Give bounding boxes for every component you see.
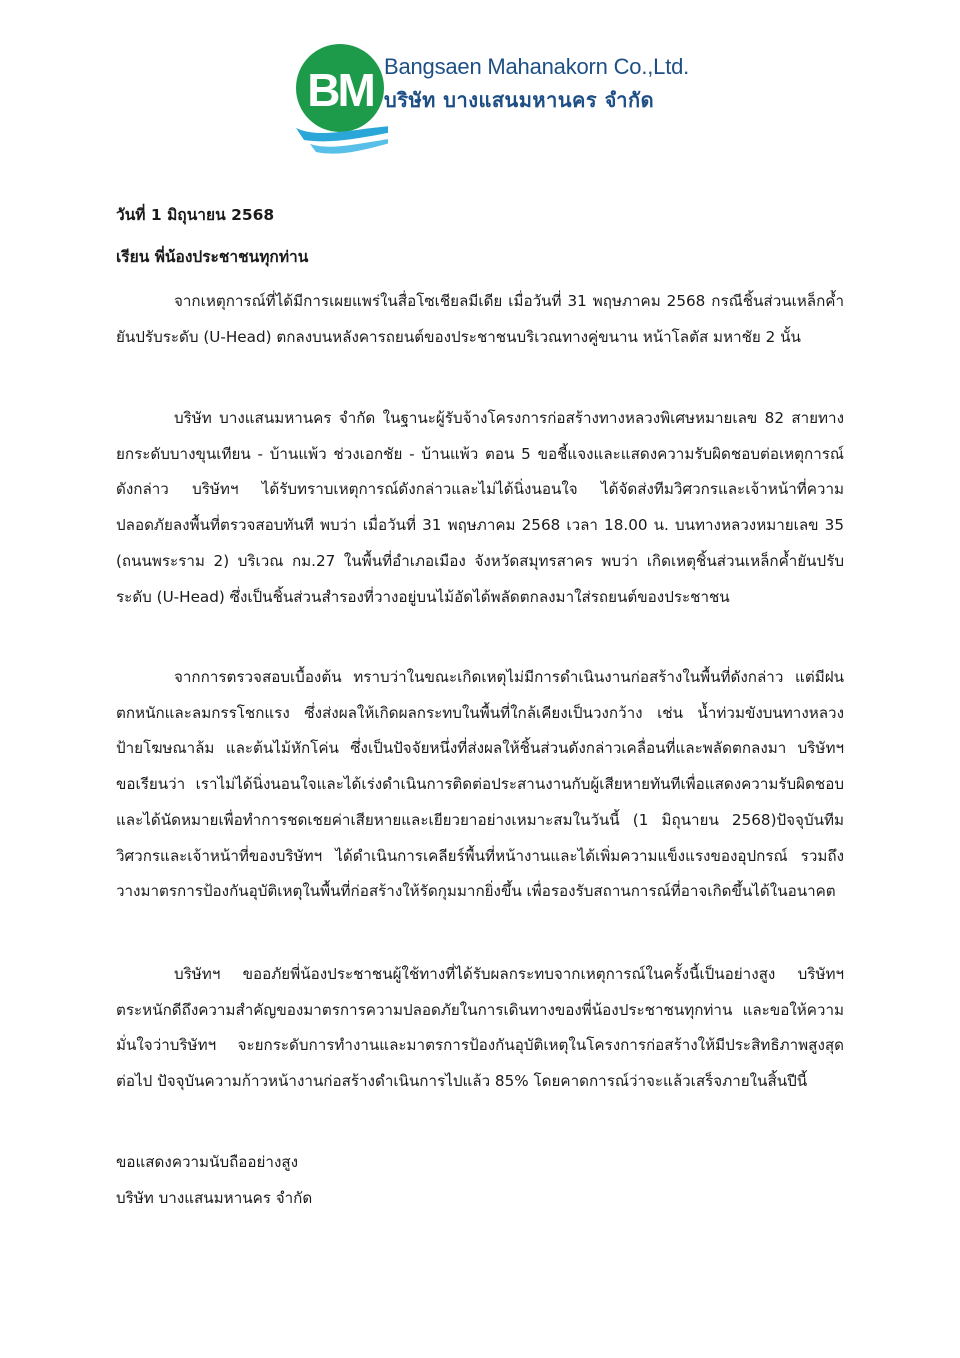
letter-signature: บริษัท บางแสนมหานคร จำกัด — [116, 1189, 313, 1207]
paragraph-incident: จากเหตุการณ์ที่ได้มีการเผยแพร่ในสื่อโซเชียลมีเดีย เมื่อวันที่ 31 พฤษภาคม 2568 กรณีชิ้นส่วนเหล็กค้ำยันปรับระดับ (U-Head) ตกลงบนหลังคารถยนต์ของประชาชนบริเวณทางคู่ขนาน หน้าโลตัส มหาชัย 2 นั้น — [116, 292, 844, 346]
svg-text:BM: BM — [307, 64, 373, 116]
company-logo — [296, 44, 716, 159]
bm-logo-icon — [296, 44, 388, 159]
letter-date: วันที่ 1 มิถุนายน 2568 — [116, 206, 275, 224]
paragraph-clarification: บริษัท บางแสนมหานคร จำกัด ในฐานะผู้รับจ้างโครงการก่อสร้างทางหลวงพิเศษหมายเลข 82 สายทางยกระดับบางขุนเทียน - บ้านแพ้ว ช่วงเอกชัย - บ้านแพ้ว ตอน 5 ขอชี้แจงและแสดงความรับผิดชอบต่อเหตุการณ์ดังกล่าว บริษัทฯ ได้รับทราบเหตุการณ์ดังกล่าวและไม่ได้นิ่งนอนใจ ได้จัดส่งทีมวิศวกรและเจ้าหน้าที่ความปลอดภัยลงพื้นที่ตรวจสอบทันที พบว่า เมื่อวันที่ 31 พฤษภาคม 2568 เวลา 18.00 น. บนทางหลวงหมายเลข 35 (ถนนพระราม 2) บริเวณ กม.27 ในพื้นที่อำเภอเมือง จังหวัดสมุทรสาคร พบว่า เกิดเหตุชิ้นส่วนเหล็กค้ำยันปรับระดับ (U-Head) ซึ่งเป็นชิ้นส่วนสำรองที่วางอยู่บนไม้อัดได้พลัดตกลงมาใส่รถยนต์ของประชาชน — [116, 409, 844, 606]
paragraph-investigation: จากการตรวจสอบเบื้องต้น ทราบว่าในขณะเกิดเหตุไม่มีการดำเนินงานก่อสร้างในพื้นที่ดังกล่าว แต่มีฝนตกหนักและลมกรรโชกแรง ซึ่งส่งผลให้เกิดผลกระทบในพื้นที่ใกล้เคียงเป็นวงกว้าง เช่น น้ำท่วมขังบนทางหลวง ป้ายโฆษณาล้ม และต้นไม้หักโค่น ซึ่งเป็นปัจจัยหนึ่งที่ส่งผลให้ชิ้นส่วนดังกล่าวเคลื่อนที่และพลัดตกลงมา บริษัทฯ ขอเรียนว่า เราไม่ได้นิ่งนอนใจและได้เร่งดำเนินการติดต่อประสานงานกับผู้เสียหายทันทีเพื่อแสดงความรับผิดชอบ และได้นัดหมายเพื่อทำการชดเชยค่าเสียหายและเยียวยาอย่างเหมาะสมในวันนี้ (1 มิถุนายน 2568)ปัจจุบันทีมวิศวกรและเจ้าหน้าที่ของบริษัทฯ ได้ดำเนินการเคลียร์พื้นที่หน้างานและได้เพิ่มความแข็งแรงของอุปกรณ์ รวมถึงวางมาตรการป้องกันอุบัติเหตุในพื้นที่ก่อสร้างให้รัดกุมมากยิ่งขึ้น เพื่อรองรับสถานการณ์ที่อาจเกิดขึ้นได้ในอนาคต — [116, 668, 844, 901]
paragraph-apology: บริษัทฯ ขออภัยพี่น้องประชาชนผู้ใช้ทางที่ได้รับผลกระทบจากเหตุการณ์ในครั้งนี้เป็นอย่างสูง บริษัทฯ ตระหนักดีถึงความสำคัญของมาตรการความปลอดภัยในการเดินทางของพี่น้องประชาชนทุกท่าน และขอให้ความมั่นใจว่าบริษัทฯ จะยกระดับการทำงานและมาตรการป้องกันอุบัติเหตุในโครงการก่อสร้างให้มีประสิทธิภาพสูงสุดต่อไป ปัจจุบันความก้าวหน้างานก่อสร้างดำเนินการไปแล้ว 85% โดยคาดการณ์ว่าจะแล้วเสร็จภายในสิ้นปีนี้ — [116, 965, 844, 1091]
company-name-th: บริษัท บางแสนมหานคร จำกัด — [384, 88, 655, 112]
company-name-en: Bangsaen Mahanakorn Co.,Ltd. — [384, 54, 690, 79]
letter-closing: ขอแสดงความนับถืออย่างสูง — [116, 1153, 299, 1171]
letter-greeting: เรียน พี่น้องประชาชนทุกท่าน — [116, 248, 309, 266]
